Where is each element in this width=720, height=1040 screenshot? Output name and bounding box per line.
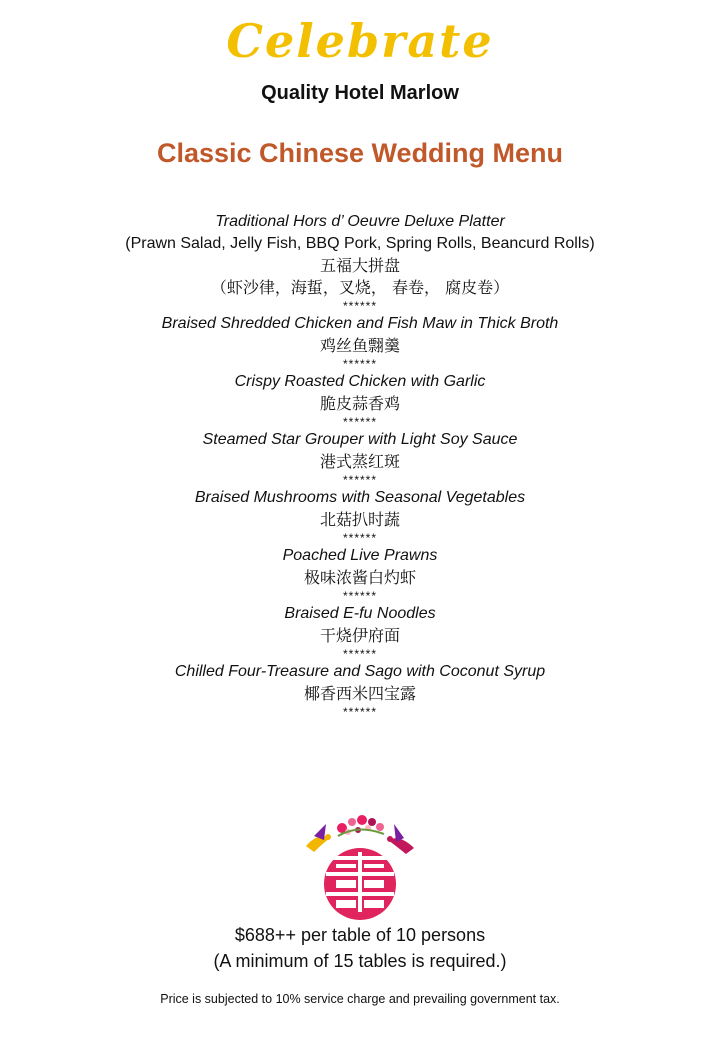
course-name-en: Crispy Roasted Chicken with Garlic [234, 373, 486, 390]
course-name-en: Traditional Hors d’ Oeuvre Deluxe Platter [215, 213, 505, 230]
course-separator: ****** [342, 473, 378, 487]
brand-logo-text: Celebrate [226, 14, 494, 68]
course-item [0, 211, 720, 313]
course-separator: ****** [342, 357, 378, 371]
course-name-zh: 椰香西米四宝露 [303, 684, 416, 703]
course-name-en: Poached Live Prawns [282, 547, 438, 564]
course-detail-zh: （虾沙律，海蜇，叉烧， 春卷， 腐皮卷） [210, 278, 510, 297]
course-item [0, 545, 720, 603]
course-name-en: Braised Mushrooms with Seasonal Vegetables [194, 489, 526, 506]
service-charge-note: Price is subjected to 10% service charge and prevailing government tax. [160, 992, 560, 1006]
course-separator: ****** [342, 647, 378, 661]
course-item [0, 371, 720, 429]
course-name-zh: 北菇扒时蔬 [319, 510, 400, 529]
hotel-name: Quality Hotel Marlow [261, 82, 459, 104]
course-name-zh: 五福大拼盘 [319, 256, 400, 275]
menu-title: Classic Chinese Wedding Menu [156, 138, 564, 168]
course-name-en: Steamed Star Grouper with Light Soy Sauce [202, 431, 518, 448]
course-item [0, 313, 720, 371]
price-line: $688++ per table of 10 persons [234, 925, 486, 945]
course-item [0, 661, 720, 719]
course-name-en: Braised E-fu Noodles [284, 605, 436, 622]
course-separator: ****** [342, 589, 378, 603]
bird-left-icon [306, 824, 331, 852]
course-separator: ****** [342, 705, 378, 719]
minimum-tables-line: (A minimum of 15 tables is required.) [213, 951, 507, 971]
course-name-zh: 极味浓酱白灼虾 [303, 568, 416, 587]
course-item [0, 429, 720, 487]
course-separator: ****** [342, 531, 378, 545]
course-name-zh: 港式蒸红斑 [319, 452, 400, 471]
course-separator: ****** [342, 299, 378, 313]
course-item [0, 487, 720, 545]
course-name-zh: 鸡丝鱼翲羹 [319, 336, 400, 355]
course-item [0, 603, 720, 661]
course-name-en: Chilled Four-Treasure and Sago with Coconut Syrup [174, 663, 546, 680]
course-name-zh: 干烧伊府面 [319, 626, 400, 645]
course-detail-en: (Prawn Salad, Jelly Fish, BBQ Pork, Spring Rolls, Beancurd Rolls) [125, 235, 595, 252]
course-list [0, 211, 720, 719]
double-happiness-icon [300, 810, 420, 922]
pricing-block [0, 922, 720, 974]
course-separator: ****** [342, 415, 378, 429]
course-name-en: Braised Shredded Chicken and Fish Maw in Thick Broth [161, 315, 559, 332]
bird-right-icon [387, 824, 414, 854]
course-name-zh: 脆皮蒜香鸡 [319, 394, 400, 413]
flower-garland-icon [337, 815, 384, 836]
